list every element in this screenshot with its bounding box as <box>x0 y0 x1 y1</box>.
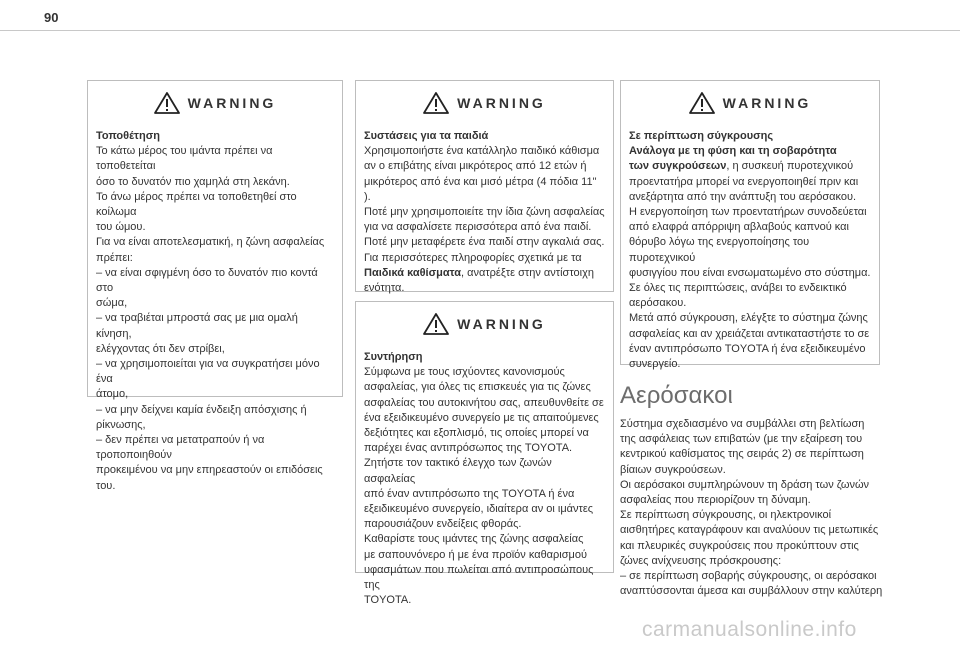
text-line: ελέγχοντας ότι δεν στρίβει, <box>96 342 225 355</box>
text-line: όσο το δυνατόν πιο χαμηλά στη λεκάνη. <box>96 175 290 188</box>
warning-title: WARNING <box>457 95 546 111</box>
warning-title: WARNING <box>722 95 812 111</box>
text-line: συνεργείο. <box>629 358 681 371</box>
text-line: – να μην δείχνει καμία ένδειξη απόσχισης ή <box>96 403 307 416</box>
warning-text <box>364 365 605 608</box>
warning-header <box>96 81 334 125</box>
warning-text <box>629 175 871 373</box>
text-line: ζώνες ανίχνευσης πρόσκρουσης: <box>620 554 782 567</box>
text-line: ρίκνωσης, <box>96 418 146 431</box>
warning-box-seatbelt-fitting <box>87 80 343 492</box>
text-line: για να ασφαλίσετε περισσότερα από ένα παιδί. <box>364 221 592 234</box>
text-line: εξειδικευμένο συνεργείο, ιδιαίτερα αν οι ιμάντες <box>364 503 594 516</box>
text-line: μικρότερος από ένα και μισό μέτρα (4 πόδια 11" ). <box>364 175 597 203</box>
collisions-bold: των συγκρούσεων <box>629 160 727 173</box>
warning-box-collision <box>620 80 880 371</box>
page-number: 90 <box>44 10 59 25</box>
warning-subtitle: Συστάσεις για τα παιδιά <box>364 130 489 142</box>
warning-triangle-icon <box>154 92 180 114</box>
warning-triangle-icon <box>423 313 449 335</box>
warning-box-maintenance <box>355 301 614 607</box>
text-line: αν ο επιβάτης είναι μικρότερος από 12 ετών ή <box>364 160 587 173</box>
inline-rest: , η συσκευή πυροτεχνικού <box>726 160 854 173</box>
text-line: έναν αντιπρόσωπο TOYOTA ή ένα εξειδικευμένο <box>629 342 866 355</box>
text-line: Σύμφωνα με τους ισχύοντες κανονισμούς <box>364 366 565 379</box>
warning-body <box>629 129 871 372</box>
text-line: από ελαφρά απόρριψη αβλαβούς καπνού και <box>629 221 849 234</box>
text-line: Για να είναι αποτελεσματική, η ζώνη ασφαλείας <box>96 236 325 249</box>
text-line: με σαπουνόνερο ή με ένα προϊόν καθαρισμού <box>364 548 588 561</box>
text-line: Καθαρίστε τους ιμάντες της ζώνης ασφαλείας <box>364 533 584 546</box>
section-title-airbags: Αερόσακοι <box>620 382 733 409</box>
warning-text-inline <box>629 159 871 174</box>
text-line: ασφαλείας και αν χρειάζεται αντικαταστήστε το σε <box>629 327 870 340</box>
text-line: Σε περίπτωση σύγκρουσης, οι ηλεκτρονικοί <box>620 509 832 522</box>
text-line: – να χρησιμοποιείται για να συγκρατήσει μόνο ένα <box>96 358 320 386</box>
text-line: ανεξάρτητα από την ανάπτυξη του αερόσακου. <box>629 190 857 203</box>
text-line: Η ενεργοποίηση των προεντατήρων συνοδεύεται <box>629 206 867 219</box>
text-line: και πλευρικές συγκρούσεις που προκύπτουν στις <box>620 539 859 552</box>
text-line: της ασφάλειας των επιβατών (με την εξαίρεση του <box>620 433 863 446</box>
text-line: προεντατήρα μπορεί να ενεργοποιηθεί πριν και <box>629 175 859 188</box>
text-line: – δεν πρέπει να μετατραπούν ή να τροποποιηθούν <box>96 434 265 462</box>
text-line: προκειμένου να μην επηρεαστούν οι επιδόσεις του. <box>96 464 323 492</box>
warning-text-reference <box>364 266 605 281</box>
child-seats-reference: Παιδικά καθίσματα <box>364 266 461 279</box>
text-line: Το άνω μέρος πρέπει να τοποθετηθεί στο κοίλωμα <box>96 190 297 219</box>
text-line: ένα εξειδικευμένο συνεργείο με τις απαιτούμενες <box>364 411 599 424</box>
warning-body <box>364 350 605 608</box>
warning-text-last: ενότητα. <box>364 282 405 295</box>
warning-header <box>629 81 871 125</box>
text-line: TOYOTA. <box>364 594 412 607</box>
text-line: – σε περίπτωση σοβαρής σύγκρουσης, οι αερόσακοι <box>620 570 877 583</box>
text-line: Ποτέ μην μεταφέρετε ένα παιδί στην αγκαλιά σας. <box>364 236 605 249</box>
warning-title: WARNING <box>457 316 546 332</box>
warning-body <box>364 129 605 296</box>
text-line: Ζητήστε τον τακτικό έλεγχο των ζωνών ασφαλείας <box>364 457 552 485</box>
text-line: – να είναι σφιγμένη όσο το δυνατόν πιο κοντά στο <box>96 266 318 295</box>
text-line: Σε περίπτωση σύγκρουσης <box>629 130 774 142</box>
text-line: Χρησιμοποιήστε ένα κατάλληλο παιδικό κάθισμα <box>364 145 600 158</box>
text-line: σώμα, <box>96 297 128 310</box>
warning-box-children <box>355 80 614 295</box>
reference-rest: , ανατρέξτε στην αντίστοιχη <box>461 266 594 279</box>
text-line: αναπτύσσονται άμεσα και συμβάλλουν στην καλύτερη <box>620 585 883 598</box>
text-line: ασφαλείας που περιορίζουν τη δύναμη. <box>620 494 811 507</box>
warning-subtitle: Συντήρηση <box>364 351 423 363</box>
text-line: βίαιων συγκρούσεων. <box>620 463 726 476</box>
text-line: Ποτέ μην χρησιμοποιείτε την ίδια ζώνη ασφαλείας <box>364 206 605 219</box>
warning-bold-lines <box>629 129 871 159</box>
warning-triangle-icon <box>689 92 715 114</box>
warning-title: WARNING <box>187 95 277 111</box>
warning-text <box>364 144 605 266</box>
warning-text <box>96 144 334 494</box>
text-line: παρουσιάζουν ενδείξεις φθοράς. <box>364 518 522 531</box>
text-line: Οι αερόσακοι συμπληρώνουν τη δράση των ζωνών <box>620 478 870 491</box>
text-line: Ανάλογα με τη φύση και τη σοβαρότητα <box>629 145 837 158</box>
section-body-airbags <box>620 417 892 599</box>
text-line: αερόσακου. <box>629 297 687 310</box>
warning-subtitle: Τοποθέτηση <box>96 130 160 142</box>
warning-header <box>364 302 605 346</box>
text-line: παρέχει ένας αντιπρόσωπος της TOYOTA. <box>364 442 573 455</box>
text-line: φυσιγγίου που είναι ενσωματωμένο στο σύστημα. <box>629 266 871 279</box>
text-line: άτομο, <box>96 388 129 401</box>
text-line: θόρυβο λόγω της ενεργοποίησης του πυροτεχνικού <box>629 236 810 264</box>
text-line: του ώμου. <box>96 221 146 234</box>
header-rule <box>0 30 960 31</box>
text-line: αισθητήρες καταγράφουν και αναλύουν τις μετωπικές <box>620 524 879 537</box>
text-line: Μετά από σύγκρουση, ελέγξτε το σύστημα ζώνης <box>629 312 868 325</box>
text-line: – να τραβιέται μπροστά σας με μια ομαλή κίνηση, <box>96 312 298 340</box>
text-line: δεξιότητες και εξοπλισμό, τις οποίες μπορεί να <box>364 427 589 440</box>
text-line: ασφαλείας, για όλες τις επισκευές για τις ζώνες <box>364 381 591 394</box>
text-line: Το κάτω μέρος του ιμάντα πρέπει να τοποθετείται <box>96 145 273 173</box>
text-line: ασφαλείας του αυτοκινήτου σας, απευθυνθείτε σε <box>364 396 604 409</box>
warning-header <box>364 81 605 125</box>
text-line: Σύστημα σχεδιασμένο να συμβάλλει στη βελτίωση <box>620 418 865 430</box>
watermark: carmanualsonline.info <box>642 618 857 641</box>
text-line: υφασμάτων που πωλείται από αντιπροσώπους της <box>364 563 594 592</box>
text-line: από έναν αντιπρόσωπο της TOYOTA ή ένα <box>364 487 575 500</box>
text-line: Σε όλες τις περιπτώσεις, ανάβει το ενδεικτικό <box>629 282 847 295</box>
text-line: Για περισσότερες πληροφορίες σχετικά με τα <box>364 251 582 264</box>
warning-body <box>96 129 334 494</box>
text-line: κεντρικού καθίσματος της σειράς 2) σε περίπτωση <box>620 448 864 461</box>
warning-triangle-icon <box>423 92 449 114</box>
text-line: πρέπει: <box>96 251 133 264</box>
